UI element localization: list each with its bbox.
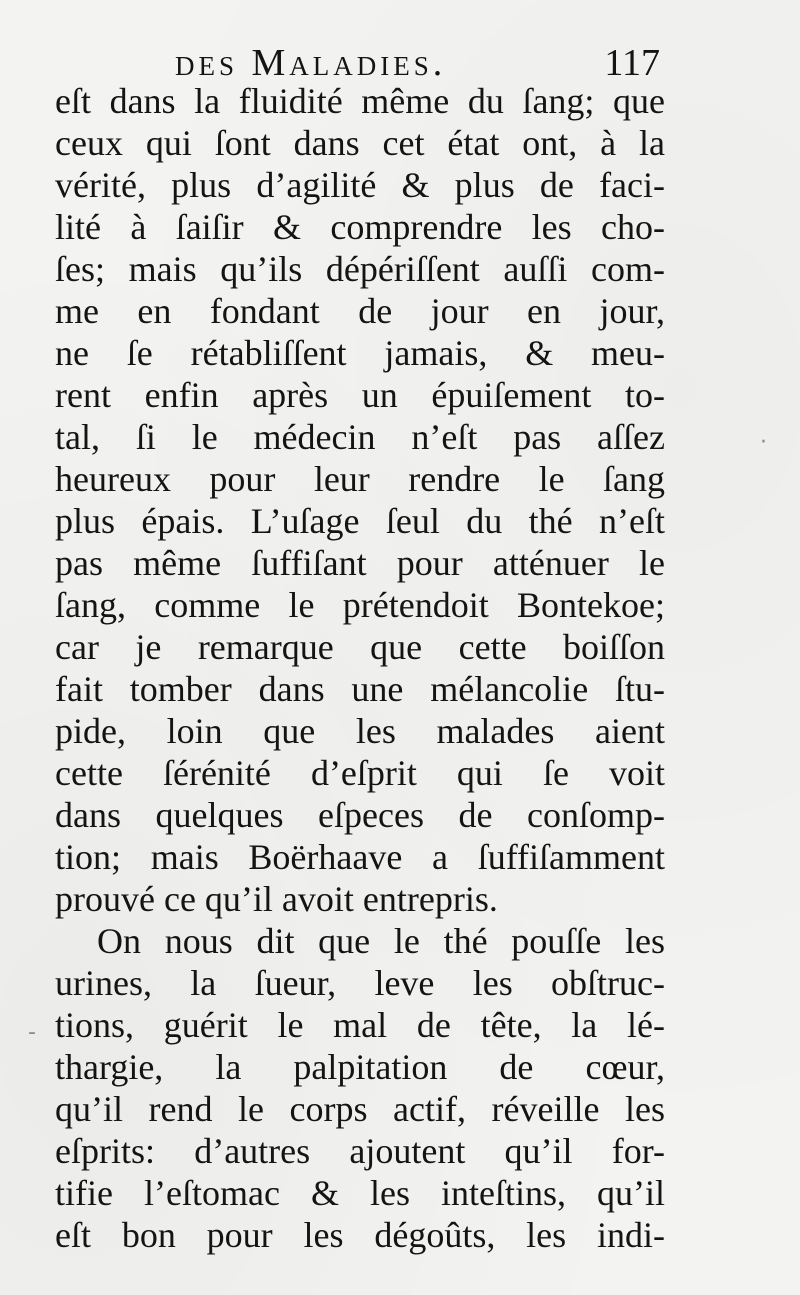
text-line: eſt bon pour les dégoûts, les indi-	[55, 1215, 665, 1255]
text-line: vérité, plus d’agilité & plus de faci-	[55, 165, 665, 205]
text-line: dans quelques eſpeces de conſomp-	[55, 795, 665, 835]
text-line: prouvé ce qu’il avoit entrepris.	[55, 879, 498, 919]
text-line: eſprits: d’autres ajoutent qu’il for-	[55, 1131, 665, 1171]
text-line: On nous dit que le thé pouſſe les	[97, 921, 665, 961]
text-line: eſt dans la fluidité même du ſang; que	[55, 81, 665, 121]
text-line: urines, la ſueur, leve les obſtruc-	[55, 963, 665, 1003]
paragraph-2	[55, 920, 665, 1256]
margin-speck: ·	[760, 430, 767, 455]
text-line: me en fondant de jour en jour,	[55, 291, 665, 331]
text-line: ſang, comme le prétendoit Bontekoe;	[55, 585, 665, 625]
text-line: qu’il rend le corps actif, réveille les	[55, 1089, 665, 1129]
text-line: fait tomber dans une mélancolie ſtu-	[55, 669, 665, 709]
text-line: cette ſérénité d’eſprit qui ſe voit	[55, 753, 665, 793]
running-title: des Maladies.	[175, 42, 447, 84]
paragraph-1	[55, 80, 665, 920]
text-line: ceux qui ſont dans cet état ont, à la	[55, 123, 665, 163]
text-line: heureux pour leur rendre le ſang	[55, 459, 665, 499]
text-line: tal, ſi le médecin n’eſt pas aſſez	[55, 417, 665, 457]
text-line: pas même ſuffiſant pour atténuer le	[55, 543, 665, 583]
page-number: 117	[604, 42, 660, 84]
margin-speck: -	[28, 1020, 36, 1045]
text-line: tifie l’eſtomac & les inteſtins, qu’il	[55, 1173, 665, 1213]
text-line: tions, guérit le mal de tête, la lé-	[55, 1005, 665, 1045]
text-line: lité à ſaiſir & comprendre les cho-	[55, 207, 665, 247]
text-line: pide, loin que les malades aient	[55, 711, 665, 751]
text-line: thargie, la palpitation de cœur,	[55, 1047, 665, 1087]
text-line: ſes; mais qu’ils dépériſſent auſſi com-	[55, 249, 665, 289]
text-line: ne ſe rétabliſſent jamais, & meu-	[55, 333, 665, 373]
body-text	[55, 80, 665, 1256]
text-line: tion; mais Boërhaave a ſuffiſamment	[55, 837, 665, 877]
text-line: rent enfin après un épuiſement to-	[55, 375, 665, 415]
text-line: car je remarque que cette boiſſon	[55, 627, 665, 667]
text-line: plus épais. L’uſage ſeul du thé n’eſt	[55, 501, 665, 541]
